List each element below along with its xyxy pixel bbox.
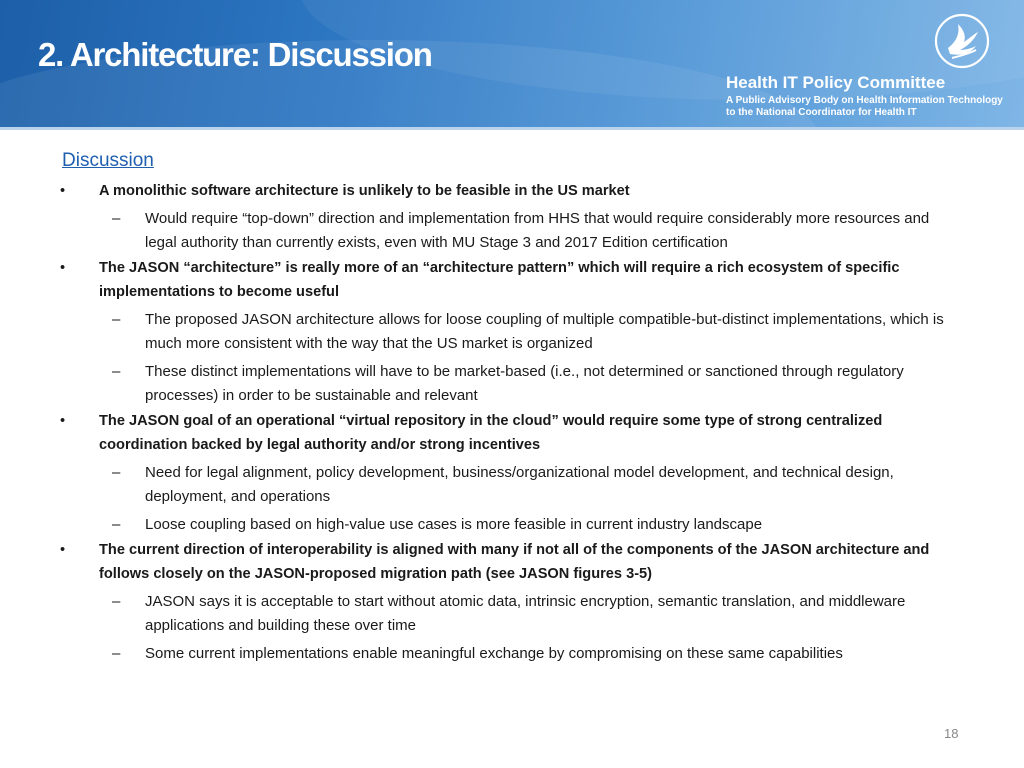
bullet-1 xyxy=(62,179,962,203)
slide-title: 2. Architecture: Discussion xyxy=(38,36,432,73)
sub-bullet-text: Some current implementations enable meaningful exchange by compromising on these same capabilities xyxy=(145,645,843,662)
sub-bullet-4-2 xyxy=(62,642,962,666)
sub-bullet-2-1 xyxy=(62,308,962,356)
bullet-marker: • xyxy=(60,260,66,276)
sub-bullet-marker: – xyxy=(112,516,121,533)
org-name: Health IT Policy Committee xyxy=(726,73,946,92)
sub-bullet-2-2 xyxy=(62,360,962,408)
sub-bullet-marker: – xyxy=(112,593,121,610)
bullet-3 xyxy=(62,409,962,457)
page-number: 18 xyxy=(944,726,959,741)
section-heading[interactable]: Discussion xyxy=(62,150,154,171)
sub-bullet-text: Would require “top-down” direction and implementation from HHS that would require considerably more resources and legal authority than currently exists, even with MU Stage 3 and 2017 Edition certification xyxy=(145,210,930,251)
bullet-marker: • xyxy=(60,183,66,199)
bullet-text: The JASON goal of an operational “virtual repository in the cloud” would require some type of strong centralized coordination backed by legal authority and/or strong incentives xyxy=(99,413,883,453)
sub-bullet-text: JASON says it is acceptable to start without atomic data, intrinsic encryption, semantic translation, and middleware applications and building these over time xyxy=(145,593,906,634)
sub-bullet-text: These distinct implementations will have to be market-based (i.e., not determined or sanctioned through regulatory processes) in order to be sustainable and relevant xyxy=(145,363,904,404)
sub-bullet-3-2 xyxy=(62,513,962,537)
sub-bullet-4-1 xyxy=(62,590,962,638)
sub-bullet-text: The proposed JASON architecture allows for loose coupling of multiple compatible-but-distinct implementations, which is much more consistent with the way that the US market is organized xyxy=(145,311,944,352)
sub-bullet-1-1 xyxy=(62,207,962,255)
bullet-2 xyxy=(62,256,962,304)
sub-bullet-text: Need for legal alignment, policy development, business/organizational model development, and technical design, deployment, and operations xyxy=(145,464,894,505)
hhs-eagle-icon xyxy=(934,12,990,70)
sub-bullet-text: Loose coupling based on high-value use cases is more feasible in current industry landscape xyxy=(145,516,763,533)
header-banner xyxy=(0,0,1024,127)
bullet-4 xyxy=(62,538,962,586)
bullet-marker: • xyxy=(60,542,66,558)
bullet-marker: • xyxy=(60,413,66,429)
sub-bullet-marker: – xyxy=(112,363,121,380)
sub-bullet-marker: – xyxy=(112,210,121,227)
bullet-text: The JASON “architecture” is really more of an “architecture pattern” which will require a rich ecosystem of specific implementations to become useful xyxy=(99,260,900,300)
org-tagline xyxy=(726,95,1003,119)
sub-bullet-marker: – xyxy=(112,311,121,328)
slide-body xyxy=(62,150,962,666)
bullet-text: A monolithic software architecture is unlikely to be feasible in the US market xyxy=(99,183,630,199)
sub-bullet-marker: – xyxy=(112,645,121,662)
banner-divider xyxy=(0,127,1024,130)
org-tagline-line-2: to the National Coordinator for Health IT xyxy=(726,107,917,118)
sub-bullet-3-1 xyxy=(62,461,962,509)
sub-bullet-marker: – xyxy=(112,464,121,481)
org-tagline-line-1: A Public Advisory Body on Health Information Technology xyxy=(726,95,1003,106)
bullet-text: The current direction of interoperability is aligned with many if not all of the components of the JASON architecture and follows closely on the JASON-proposed migration path (see JASON figures 3-5) xyxy=(99,542,930,582)
